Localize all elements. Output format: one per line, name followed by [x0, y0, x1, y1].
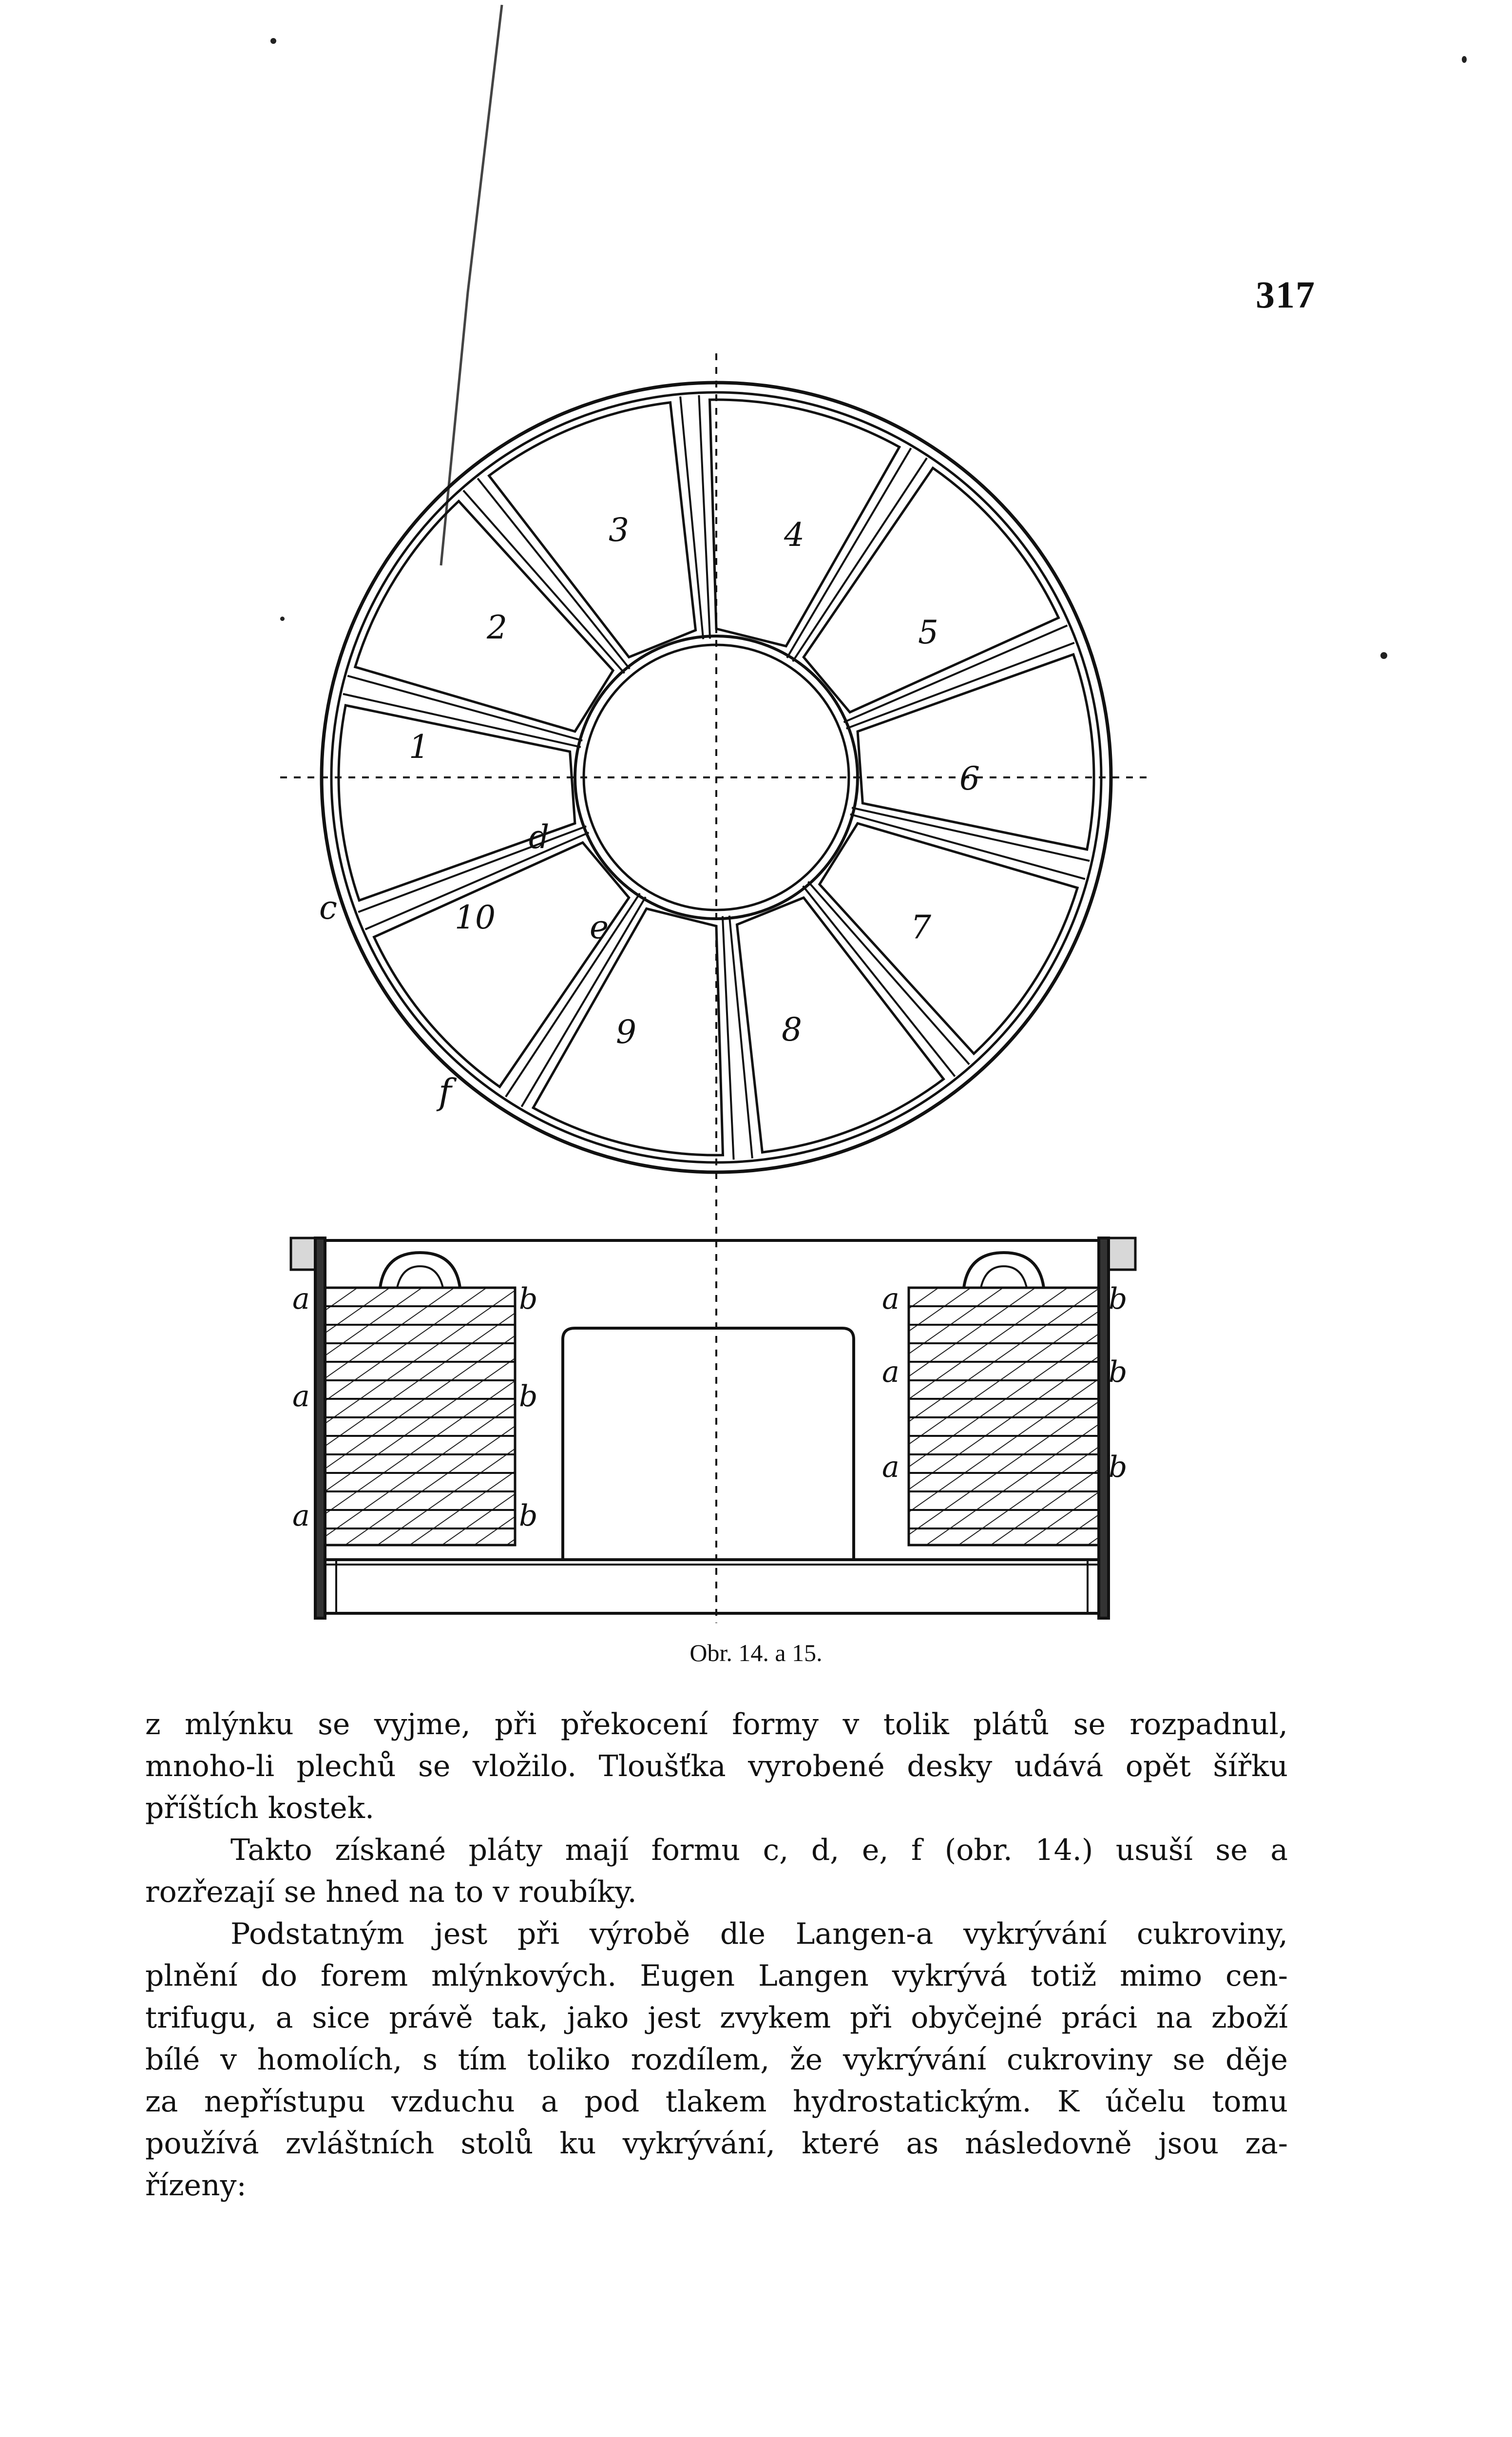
left-handle-inner: [397, 1266, 443, 1288]
text-line: příštích kostek.: [145, 1791, 375, 1825]
central-core: [563, 1328, 854, 1560]
segment-label: 1: [409, 728, 429, 766]
section-label-a: a: [882, 1282, 900, 1316]
body-text: [145, 1703, 1288, 2206]
section-label-a: a: [882, 1450, 900, 1484]
segment-label: 9: [616, 1013, 636, 1051]
text-line: Podstatným jest při výrobě dle Langen-a vykrývání cukroviny,: [230, 1917, 1288, 1951]
scan-speck: [270, 38, 276, 44]
segment-label: 6: [959, 760, 980, 797]
segment-label: 4: [784, 516, 804, 554]
segment-label: 10: [455, 899, 496, 936]
section-label-b: b: [1109, 1355, 1128, 1389]
section-label-a: a: [292, 1499, 310, 1533]
paragraph-1: [145, 1703, 1288, 1829]
divider-plate: [803, 886, 955, 1077]
segment-label: 3: [609, 511, 629, 549]
scan-speck: [280, 617, 285, 621]
text-line: Takto získané pláty mají formu c, d, e, f (obr. 14.) usuší se a: [230, 1833, 1288, 1867]
text-line: z mlýnku se vyjme, při překocení formy v tolik plátů se rozpadnul,: [145, 1707, 1288, 1741]
section-label-b: b: [1109, 1450, 1128, 1484]
divider-plate: [343, 694, 581, 747]
text-line: plnění do forem mlýnkových. Eugen Langen vykrývá totiž mimo cen-: [145, 1959, 1288, 1993]
page-number: 317: [1256, 273, 1316, 316]
text-line: za nepřístupu vzduchu a pod tlakem hydrostatickým. K účelu tomu: [145, 2085, 1288, 2119]
scan-speck: [1462, 56, 1467, 63]
plan-label-e: e: [590, 909, 609, 946]
plan-label-c: c: [319, 889, 337, 927]
plan-label-f: f: [439, 1071, 452, 1112]
scan-speck: [1380, 652, 1387, 659]
divider-plate: [506, 893, 640, 1097]
base-plate: [325, 1560, 1099, 1613]
plan-label-d: d: [529, 818, 550, 856]
divider-plate: [808, 882, 969, 1064]
mould-segment: [374, 843, 629, 1087]
right-handle-inner: [981, 1266, 1027, 1288]
segment-label: 8: [782, 1011, 802, 1048]
paragraph-2: [145, 1829, 1288, 1913]
section-view: [291, 1238, 1135, 1618]
divider-plate: [521, 897, 646, 1106]
segment-label: 2: [487, 609, 507, 646]
divider-plate: [787, 448, 911, 658]
mould-segment: [709, 400, 899, 646]
figure-caption: Obr. 14. a 15.: [689, 1639, 823, 1666]
paragraph-3: [145, 1913, 1288, 2206]
section-label-b: b: [519, 1379, 538, 1413]
divider-plate: [852, 808, 1090, 861]
divider-plate: [793, 458, 927, 661]
section-label-a: a: [292, 1379, 310, 1413]
mould-segment: [489, 403, 696, 657]
text-line: mnoho-li plechů se vložilo. Tloušťka vyrobené desky udává opět šířku: [145, 1749, 1288, 1783]
text-line: řízeny:: [145, 2168, 247, 2203]
segment-label: 5: [918, 614, 938, 651]
left-handle: [380, 1253, 460, 1288]
text-line: rozřezají se hned na to v roubíky.: [145, 1875, 637, 1909]
section-label-b: b: [1109, 1282, 1128, 1316]
section-label-b: b: [519, 1282, 538, 1316]
section-label-a: a: [292, 1282, 310, 1316]
text-line: trifugu, a sice právě tak, jako jest zvykem při obyčejné práci na zboží: [145, 2001, 1288, 2035]
segment-label: 7: [911, 909, 931, 946]
text-line: bílé v homolích, s tím toliko rozdílem, že vykrývání cukroviny se děje: [145, 2043, 1288, 2077]
section-label-b: b: [519, 1499, 538, 1533]
right-handle: [964, 1253, 1044, 1288]
mould-segment: [858, 655, 1094, 850]
divider-plate: [846, 643, 1074, 729]
divider-plate: [844, 625, 1068, 722]
mould-segment: [339, 705, 575, 900]
text-line: používá zvláštních stolů ku vykrývání, které as následovně jsou za-: [145, 2127, 1288, 2161]
section-label-a: a: [882, 1355, 900, 1389]
mould-segment: [804, 468, 1058, 712]
